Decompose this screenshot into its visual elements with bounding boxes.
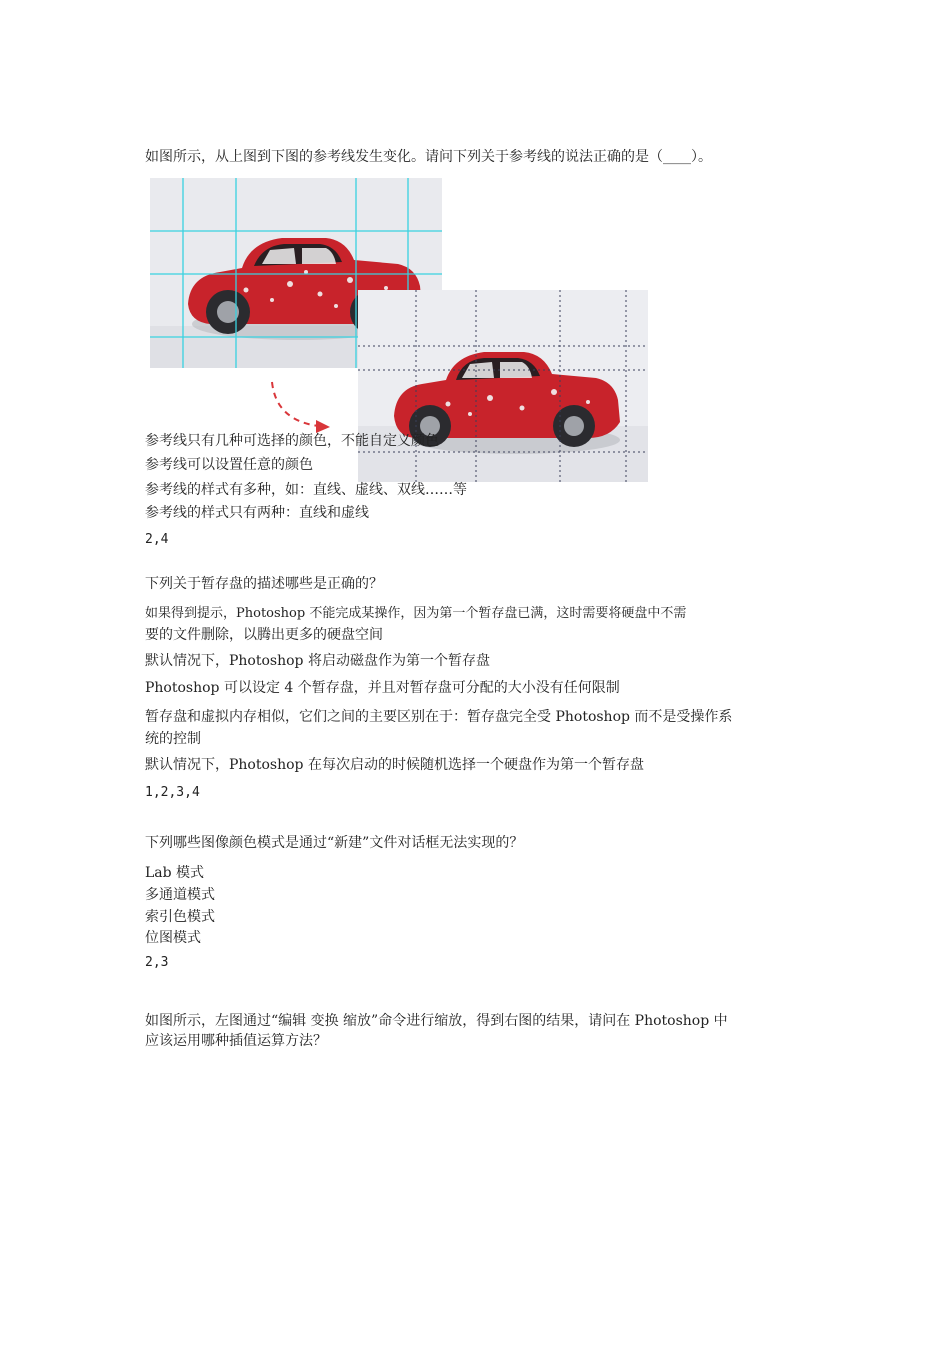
q4-question-line-1: 如图所示，左图通过“编辑 变换 缩放”命令进行缩放，得到右图的结果，请问在 Photoshop 中	[145, 1013, 728, 1029]
q1-option-3: 参考线的样式有多种，如：直线、虚线、双线……等	[145, 482, 467, 498]
q2-answer: 1,2,3,4	[145, 785, 200, 800]
q2-question: 下列关于暂存盘的描述哪些是正确的？	[145, 576, 383, 592]
q3-option-1: Lab 模式	[145, 865, 205, 881]
q1-answer: 2,4	[145, 532, 169, 547]
transition-arrow	[272, 382, 330, 433]
q1-option-1: 参考线只有几种可选择的颜色，不能自定义颜色	[145, 433, 439, 449]
q3-option-4: 位图模式	[145, 930, 201, 946]
q1-option-4: 参考线的样式只有两种：直线和虚线	[145, 505, 369, 521]
q3-option-2: 多通道模式	[145, 887, 215, 903]
bottom-image-dotted-guides	[358, 290, 648, 482]
q2-option-1-line-1: 如果得到提示，Photoshop 不能完成某操作，因为第一个暂存盘已满，这时需要将硬盘中不需	[145, 606, 687, 621]
q2-option-4-line-1: 暂存盘和虚拟内存相似，它们之间的主要区别在于：暂存盘完全受 Photoshop 而不是受操作系	[145, 709, 733, 725]
q3-answer: 2,3	[145, 955, 169, 970]
q2-option-5: 默认情况下，Photoshop 在每次启动的时候随机选择一个硬盘作为第一个暂存盘	[145, 757, 644, 773]
q3-option-3: 索引色模式	[145, 909, 215, 925]
q2-option-2: 默认情况下，Photoshop 将启动磁盘作为第一个暂存盘	[145, 653, 490, 669]
q3-question: 下列哪些图像颜色模式是通过“新建”文件对话框无法实现的？	[145, 835, 524, 851]
q4-question-line-2: 应该运用哪种插值运算方法？	[145, 1033, 327, 1049]
q2-option-3: Photoshop 可以设定 4 个暂存盘，并且对暂存盘可分配的大小没有任何限制	[145, 680, 620, 696]
q1-option-2: 参考线可以设置任意的颜色	[145, 457, 313, 473]
q1-question: 如图所示，从上图到下图的参考线发生变化。请问下列关于参考线的说法正确的是（____）。	[145, 149, 712, 165]
q2-option-4-line-2: 统的控制	[145, 731, 201, 747]
q2-option-1-line-2: 要的文件删除，以腾出更多的硬盘空间	[145, 627, 383, 643]
